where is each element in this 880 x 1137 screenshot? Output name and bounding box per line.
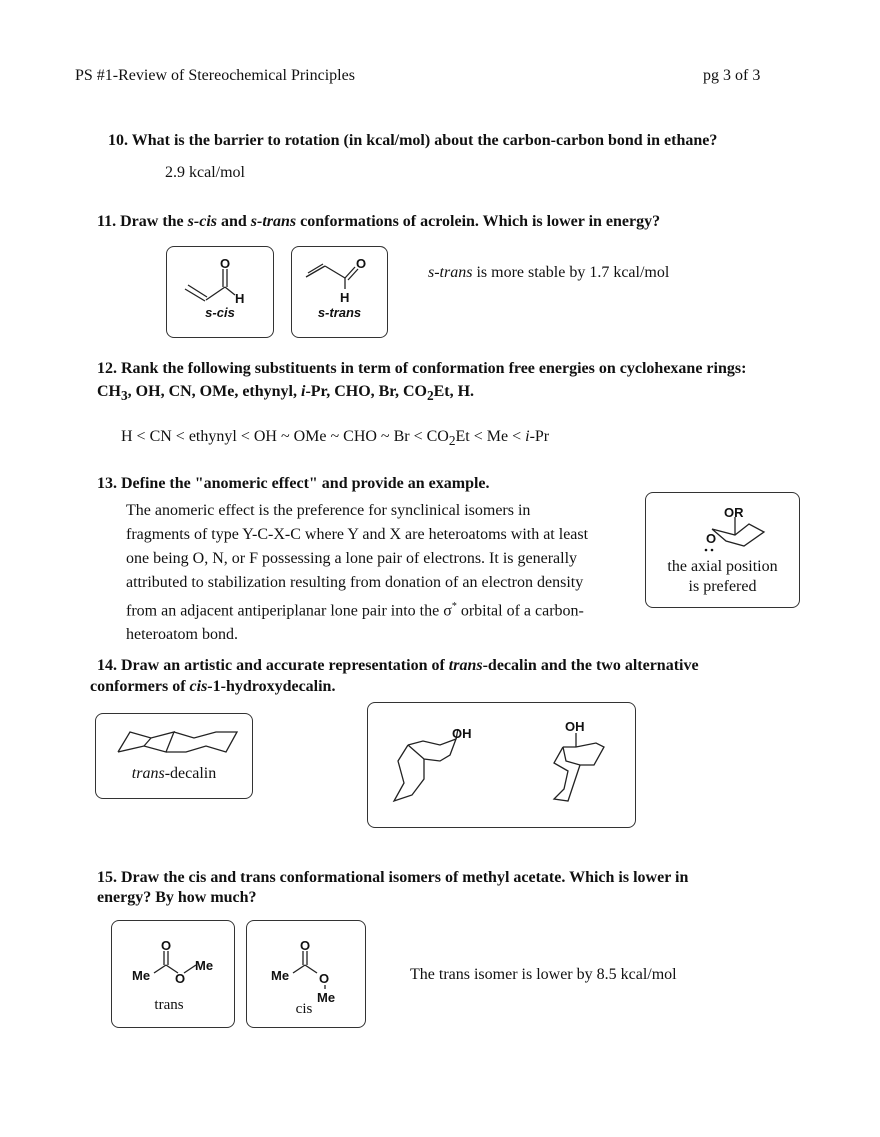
trans-carbonyl-oxygen: O: [161, 938, 172, 953]
question-12-line-1: 12. Rank the following substituents in term of conformation free energies on cyclohexane rings:: [97, 360, 747, 377]
question-15-line-1: 15. Draw the cis and trans conformational isomers of methyl acetate. Which is lower in: [97, 869, 689, 886]
question-13: 13. Define the "anomeric effect" and provide an example.: [97, 475, 490, 492]
trans-decalin-box: [95, 713, 253, 799]
strans-structure-box: [291, 246, 388, 338]
anomeric-or-group: OR: [724, 505, 744, 520]
answer-13-paragraph: The anomeric effect is the preference for synclinical isomers in fragments of type Y-C-X-C where Y and X are heteroatoms with at least one being O, N, or F possessing a lone pair of electrons. It is generally attributed to stabilization resulting from donation of an electron density from an adjacent antiperiplanar lone pair into the σ* orbital of a carbon- heteroatom bond.: [126, 502, 589, 644]
page-number: pg 3 of 3: [703, 67, 761, 84]
cis-methyl-acetate-box: [246, 920, 366, 1028]
question-14-line-1: 14. Draw an artistic and accurate representation of trans-decalin and the two alternative: [97, 657, 699, 674]
question-10: 10. What is the barrier to rotation (in kcal/mol) about the carbon-carbon bond in ethane?: [108, 132, 718, 149]
scis-hydrogen-atom: H: [235, 291, 245, 306]
answer-10: 2.9 kcal/mol: [165, 164, 245, 181]
strans-oxygen-atom: O: [356, 256, 367, 271]
oh-label-conformer-1: OH: [452, 726, 472, 741]
trans-methyl-acetate-box: [111, 920, 235, 1028]
question-14-line-2: conformers of cis-1-hydroxydecalin.: [90, 678, 336, 695]
acrolein-strans-structure: [292, 247, 387, 337]
oh-label-conformer-2: OH: [565, 719, 585, 734]
strans-hydrogen-atom: H: [340, 290, 350, 305]
answer-11: s-trans is more stable by 1.7 kcal/mol: [428, 264, 670, 281]
trans-decalin-label: trans-decalin: [131, 765, 217, 782]
scis-structure-box: [166, 246, 274, 338]
question-12-line-2: $CH_3$, OH, CN, OMe, ethynyl, i-Pr, CHO, Br, $CO_2Et$, H.: [97, 383, 475, 404]
scis-oxygen-atom: O: [220, 256, 231, 271]
cis-hydroxydecalin-box: [367, 702, 636, 828]
cis-carbonyl-oxygen: O: [300, 938, 311, 953]
trans-label: trans: [154, 997, 184, 1013]
anomeric-example-box: [645, 492, 800, 608]
trans-methyl-left: Me: [132, 968, 151, 983]
acrolein-scis-structure: [167, 247, 273, 337]
scis-label: s-cis: [205, 305, 235, 320]
cis-methyl-bottom: Me: [317, 990, 336, 1005]
anomeric-ring-oxygen: O: [706, 531, 717, 546]
question-11: 11. Draw the s-cis and s-trans conformations of acrolein. Which is lower in energy?: [97, 213, 661, 230]
cis-label: cis: [295, 1001, 313, 1017]
anomeric-caption: the axial position is prefered: [667, 558, 778, 595]
trans-ester-oxygen: O: [175, 971, 186, 986]
cis-hydroxydecalin-conformers: [368, 703, 635, 827]
cis-ester-oxygen: O: [319, 971, 330, 986]
answer-15: The trans isomer is lower by 8.5 kcal/mol: [410, 966, 677, 983]
trans-decalin-structure: [96, 714, 252, 798]
header-title: PS #1-Review of Stereochemical Principles: [75, 67, 355, 84]
question-15-line-2: energy? By how much?: [97, 889, 257, 906]
trans-methyl-right: Me: [195, 958, 214, 973]
cis-methyl-left: Me: [271, 968, 290, 983]
strans-label: s-trans: [317, 305, 362, 320]
answer-12: H < CN < ethynyl < OH ~ OMe ~ CHO ~ $Br < CO_2Et < Me < i-Pr$: [121, 428, 550, 449]
